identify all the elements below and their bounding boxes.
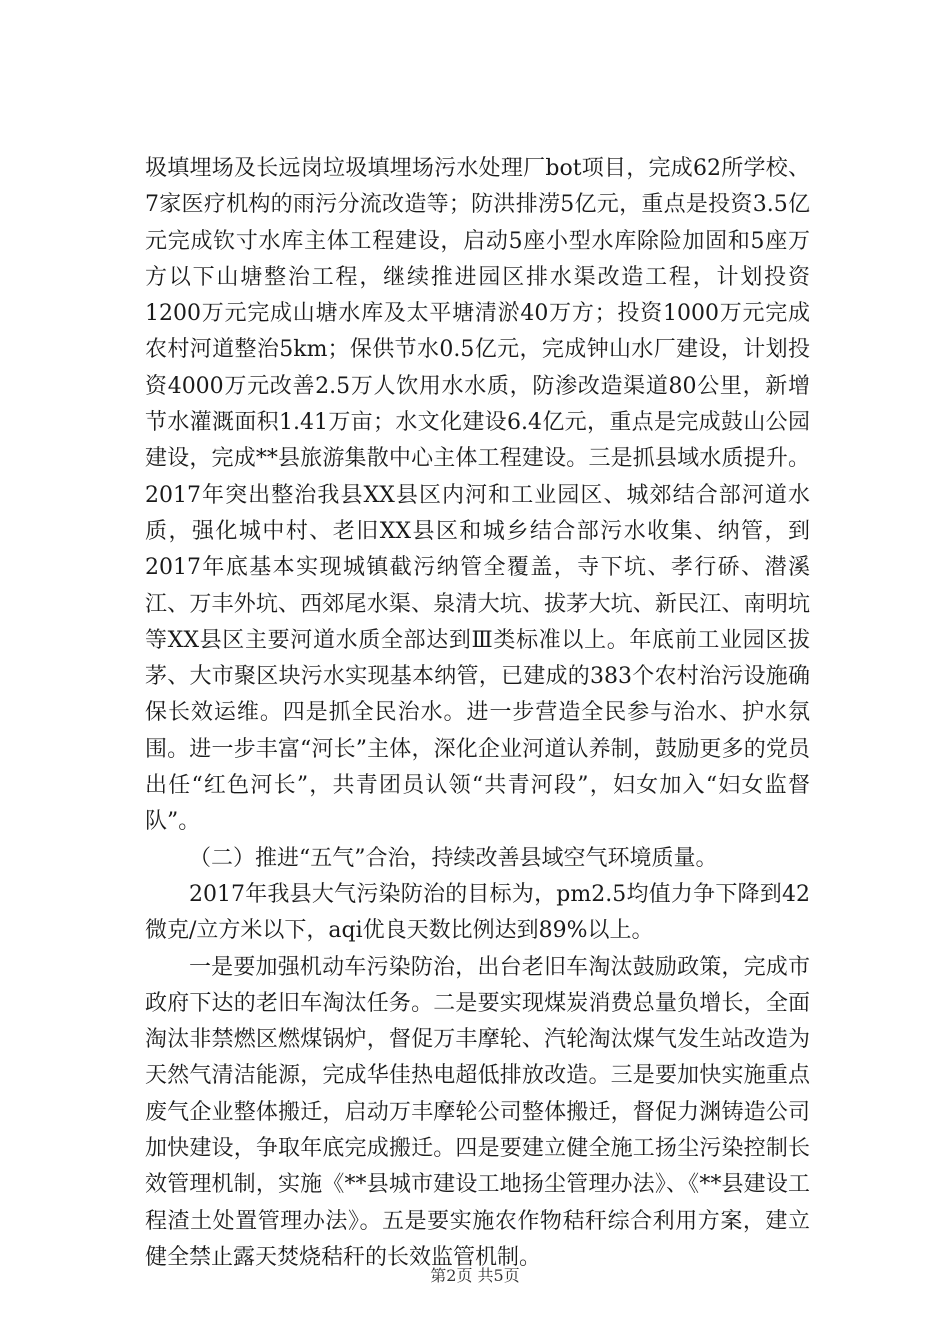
paragraph-water-projects: 圾填埋场及长远岗垃圾填埋场污水处理厂bot项目，完成62所学校、7家医疗机构的雨污分流改造等；防洪排涝5亿元，重点是投资3.5亿元完成钦寸水库主体工程建设，启动5座小型水库除险加固和5座万方以下山塘整治工程，继续推进园区排水渠改造工程，计划投资1200万元完成山塘水库及太平塘清淤40万方；投资1000万元完成农村河道整治5km；保供节水0.5亿元，完成钟山水厂建设，计划投资4000万元改善2.5万人饮用水水质，防渗改造渠道80公里，新增节水灌溉面积1.41万亩；水文化建设6.4亿元，重点是完成鼓山公园建设，完成**县旅游集散中心主体工程建设。三是抓县域水质提升。2017年突出整治我县XX县区内河和工业园区、城郊结合部河道水质，强化城中村、老旧XX县区和城乡结合部污水收集、纳管，到2017年底基本实现城镇截污纳管全覆盖，寺下坑、孝行硚、潜溪江、万丰外坑、西郊尾水渠、泉清大坑、拔茅大坑、新民江、南明坑等XX县区主要河道水质全部达到Ⅲ类标准以上。年底前工业园区拔茅、大市聚区块污水实现基本纳管，已建成的383个农村治污设施确保长效运维。四是抓全民治水。进一步营造全民参与治水、护水氛围。进一步丰富“河长”主体，深化企业河道认养制，鼓励更多的党员出任“红色河长”，共青团员认领“共青河段”，妇女加入“妇女监督队”。 bbox=[145, 156, 810, 835]
page-number-footer: 第2页 共5页 bbox=[430, 1266, 520, 1285]
document-body bbox=[145, 151, 810, 1276]
section-heading-air-quality: （二）推进“五气”合治，持续改善县域空气环境质量。 bbox=[189, 845, 718, 871]
paragraph-air-measures: 一是要加强机动车污染防治，出台老旧车淘汰鼓励政策，完成市政府下达的老旧车淘汰任务。二是要实现煤炭消费总量负增长，全面淘汰非禁燃区燃煤锅炉，督促万丰摩轮、汽轮淘汰煤气发生站改造为天然气清洁能源，完成华佳热电超低排放改造。三是要加快实施重点废气企业整体搬迁，启动万丰摩轮公司整体搬迁，督促力渊铸造公司加快建设，争取年底完成搬迁。四是要建立健全施工扬尘污染控制长效管理机制，实施《**县城市建设工地扬尘管理办法》、《**县建设工程渣土处置管理办法》。五是要实施农作物秸秆综合利用方案，建立健全禁止露天焚烧秸秆的长效监管机制。 bbox=[145, 954, 810, 1270]
paragraph-air-targets: 2017年我县大气污染防治的目标为，pm2.5均值力争下降到42微克/立方米以下，aqi优良天数比例达到89%以上。 bbox=[145, 881, 810, 944]
